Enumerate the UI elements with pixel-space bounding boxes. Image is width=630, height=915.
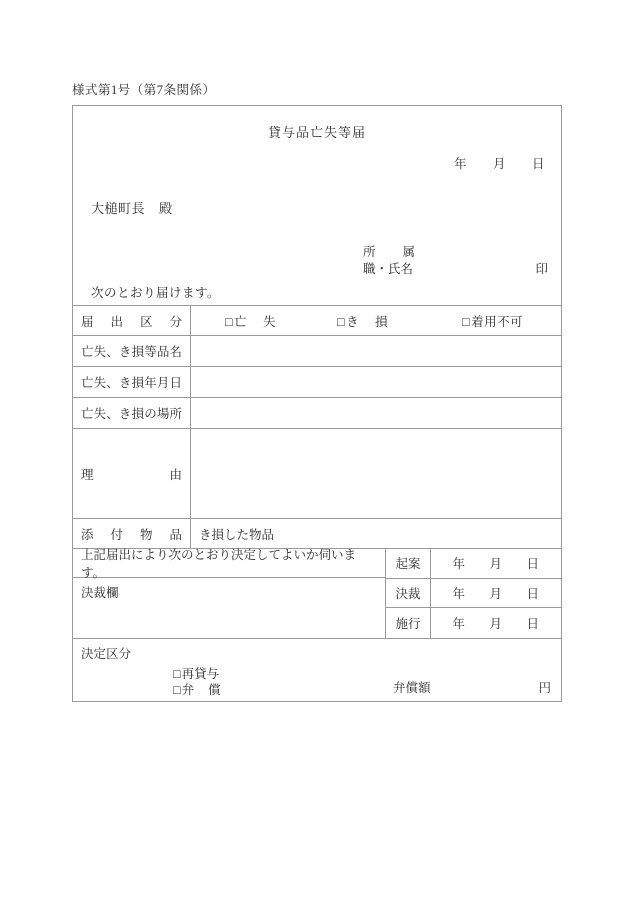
reason-label-text: 理由	[81, 467, 182, 482]
currency-unit-label: 円	[538, 681, 551, 695]
attachment-value[interactable]: き損した物品	[199, 527, 275, 542]
approval-block	[73, 549, 561, 639]
decision-day-label: 日	[526, 586, 540, 601]
name-label: 職・氏名	[363, 262, 414, 276]
approval-stage-decision	[386, 579, 561, 609]
decision-month-label: 月	[489, 586, 503, 601]
approval-signature-label: 決裁欄	[81, 586, 119, 600]
checkbox-damage-icon[interactable]: □	[337, 314, 346, 329]
item-place-value[interactable]	[191, 398, 561, 428]
checkbox-option-loss[interactable]	[225, 312, 337, 330]
decision-title: 決定区分	[81, 647, 132, 661]
draft-month-label: 月	[489, 557, 503, 572]
checkbox-unwearable-label: 着用不可	[471, 314, 524, 329]
addressee-line	[91, 198, 173, 217]
item-name-label	[73, 336, 191, 366]
date-year-label: 年	[453, 157, 467, 171]
date-day-label: 日	[531, 157, 545, 171]
name-row	[363, 261, 548, 278]
affiliation-label: 所属	[363, 245, 415, 259]
decision-year-label: 年	[452, 586, 466, 601]
checkbox-option-relend[interactable]	[173, 666, 221, 682]
attachment-label	[73, 519, 191, 548]
date-month-label: 月	[492, 157, 506, 171]
item-date-label-text: 亡失、き損年月日	[81, 376, 182, 390]
approval-stage-enforcement	[386, 608, 561, 638]
approval-stage-draft-date[interactable]	[431, 549, 561, 578]
checkbox-option-damage[interactable]	[337, 312, 462, 330]
checkbox-relend-icon[interactable]: □	[173, 667, 181, 681]
checkbox-damage-label-a: き	[346, 314, 360, 329]
addressee-name: 大槌町長	[91, 201, 146, 216]
approval-stage-decision-date[interactable]	[431, 579, 561, 608]
reason-row	[73, 429, 561, 519]
checkbox-compensation-label-b: 償	[208, 683, 221, 697]
item-place-label	[73, 398, 191, 428]
reason-label	[73, 429, 191, 518]
enforcement-month-label: 月	[489, 616, 503, 631]
item-name-value[interactable]	[191, 336, 561, 366]
draft-day-label: 日	[526, 557, 540, 572]
addressee-honorific: 殿	[159, 201, 173, 216]
approval-signature-area[interactable]	[73, 578, 385, 638]
approval-stage-draft-label: 起案	[386, 549, 431, 578]
decision-options	[173, 666, 221, 698]
category-row-label	[73, 306, 191, 335]
checkbox-unwearable-icon[interactable]: □	[462, 314, 471, 329]
checkbox-damage-label-b: 損	[375, 314, 389, 329]
draft-year-label: 年	[452, 557, 466, 572]
item-date-value[interactable]	[191, 367, 561, 397]
checkbox-relend-label: 再貸与	[181, 667, 220, 681]
intro-text: 次のとおり届けます。	[91, 286, 221, 300]
item-date-label	[73, 367, 191, 397]
approval-ask-text: 上記届出により次のとおり決定してよいか伺います。	[73, 549, 385, 578]
checkbox-loss-label-b: 失	[263, 314, 277, 329]
seal-label: 印	[535, 262, 548, 276]
item-date-row	[73, 367, 561, 398]
form-number: 様式第1号（第7条関係）	[72, 83, 216, 97]
submission-date-line	[454, 154, 545, 172]
document-title: 貸与品亡失等届	[267, 125, 366, 140]
item-place-label-text: 亡失、き損の場所	[81, 407, 182, 421]
checkbox-compensation-icon[interactable]: □	[173, 683, 181, 697]
item-place-row	[73, 398, 561, 429]
checkbox-compensation-label-a: 弁	[181, 683, 195, 697]
category-row-value	[191, 306, 561, 335]
checkbox-option-unwearable[interactable]	[462, 312, 523, 330]
approval-stages	[386, 549, 561, 638]
approval-stage-draft	[386, 549, 561, 579]
attachment-label-text: 添付物品	[81, 527, 182, 542]
approval-stage-enforcement-label: 施行	[386, 608, 431, 638]
approval-left-column	[73, 549, 386, 638]
category-choices	[199, 312, 553, 330]
form-frame	[72, 105, 562, 702]
checkbox-loss-label-a: 亡	[234, 314, 248, 329]
decision-block	[73, 639, 561, 701]
category-row	[73, 306, 561, 336]
reason-value[interactable]	[191, 429, 561, 518]
enforcement-day-label: 日	[526, 616, 540, 631]
checkbox-loss-icon[interactable]: □	[225, 314, 234, 329]
checkbox-option-compensation[interactable]	[173, 682, 221, 698]
enforcement-year-label: 年	[452, 616, 466, 631]
affiliation-row	[363, 244, 548, 261]
approval-stage-enforcement-date[interactable]	[431, 608, 561, 638]
form-header-block	[73, 106, 561, 306]
signature-block	[363, 244, 548, 278]
item-name-label-text: 亡失、き損等品名	[81, 345, 182, 359]
approval-stage-decision-label: 決裁	[386, 579, 431, 608]
compensation-amount-label: 弁償額	[393, 681, 431, 695]
item-name-row	[73, 336, 561, 367]
category-label-text: 届出区分	[81, 314, 182, 329]
